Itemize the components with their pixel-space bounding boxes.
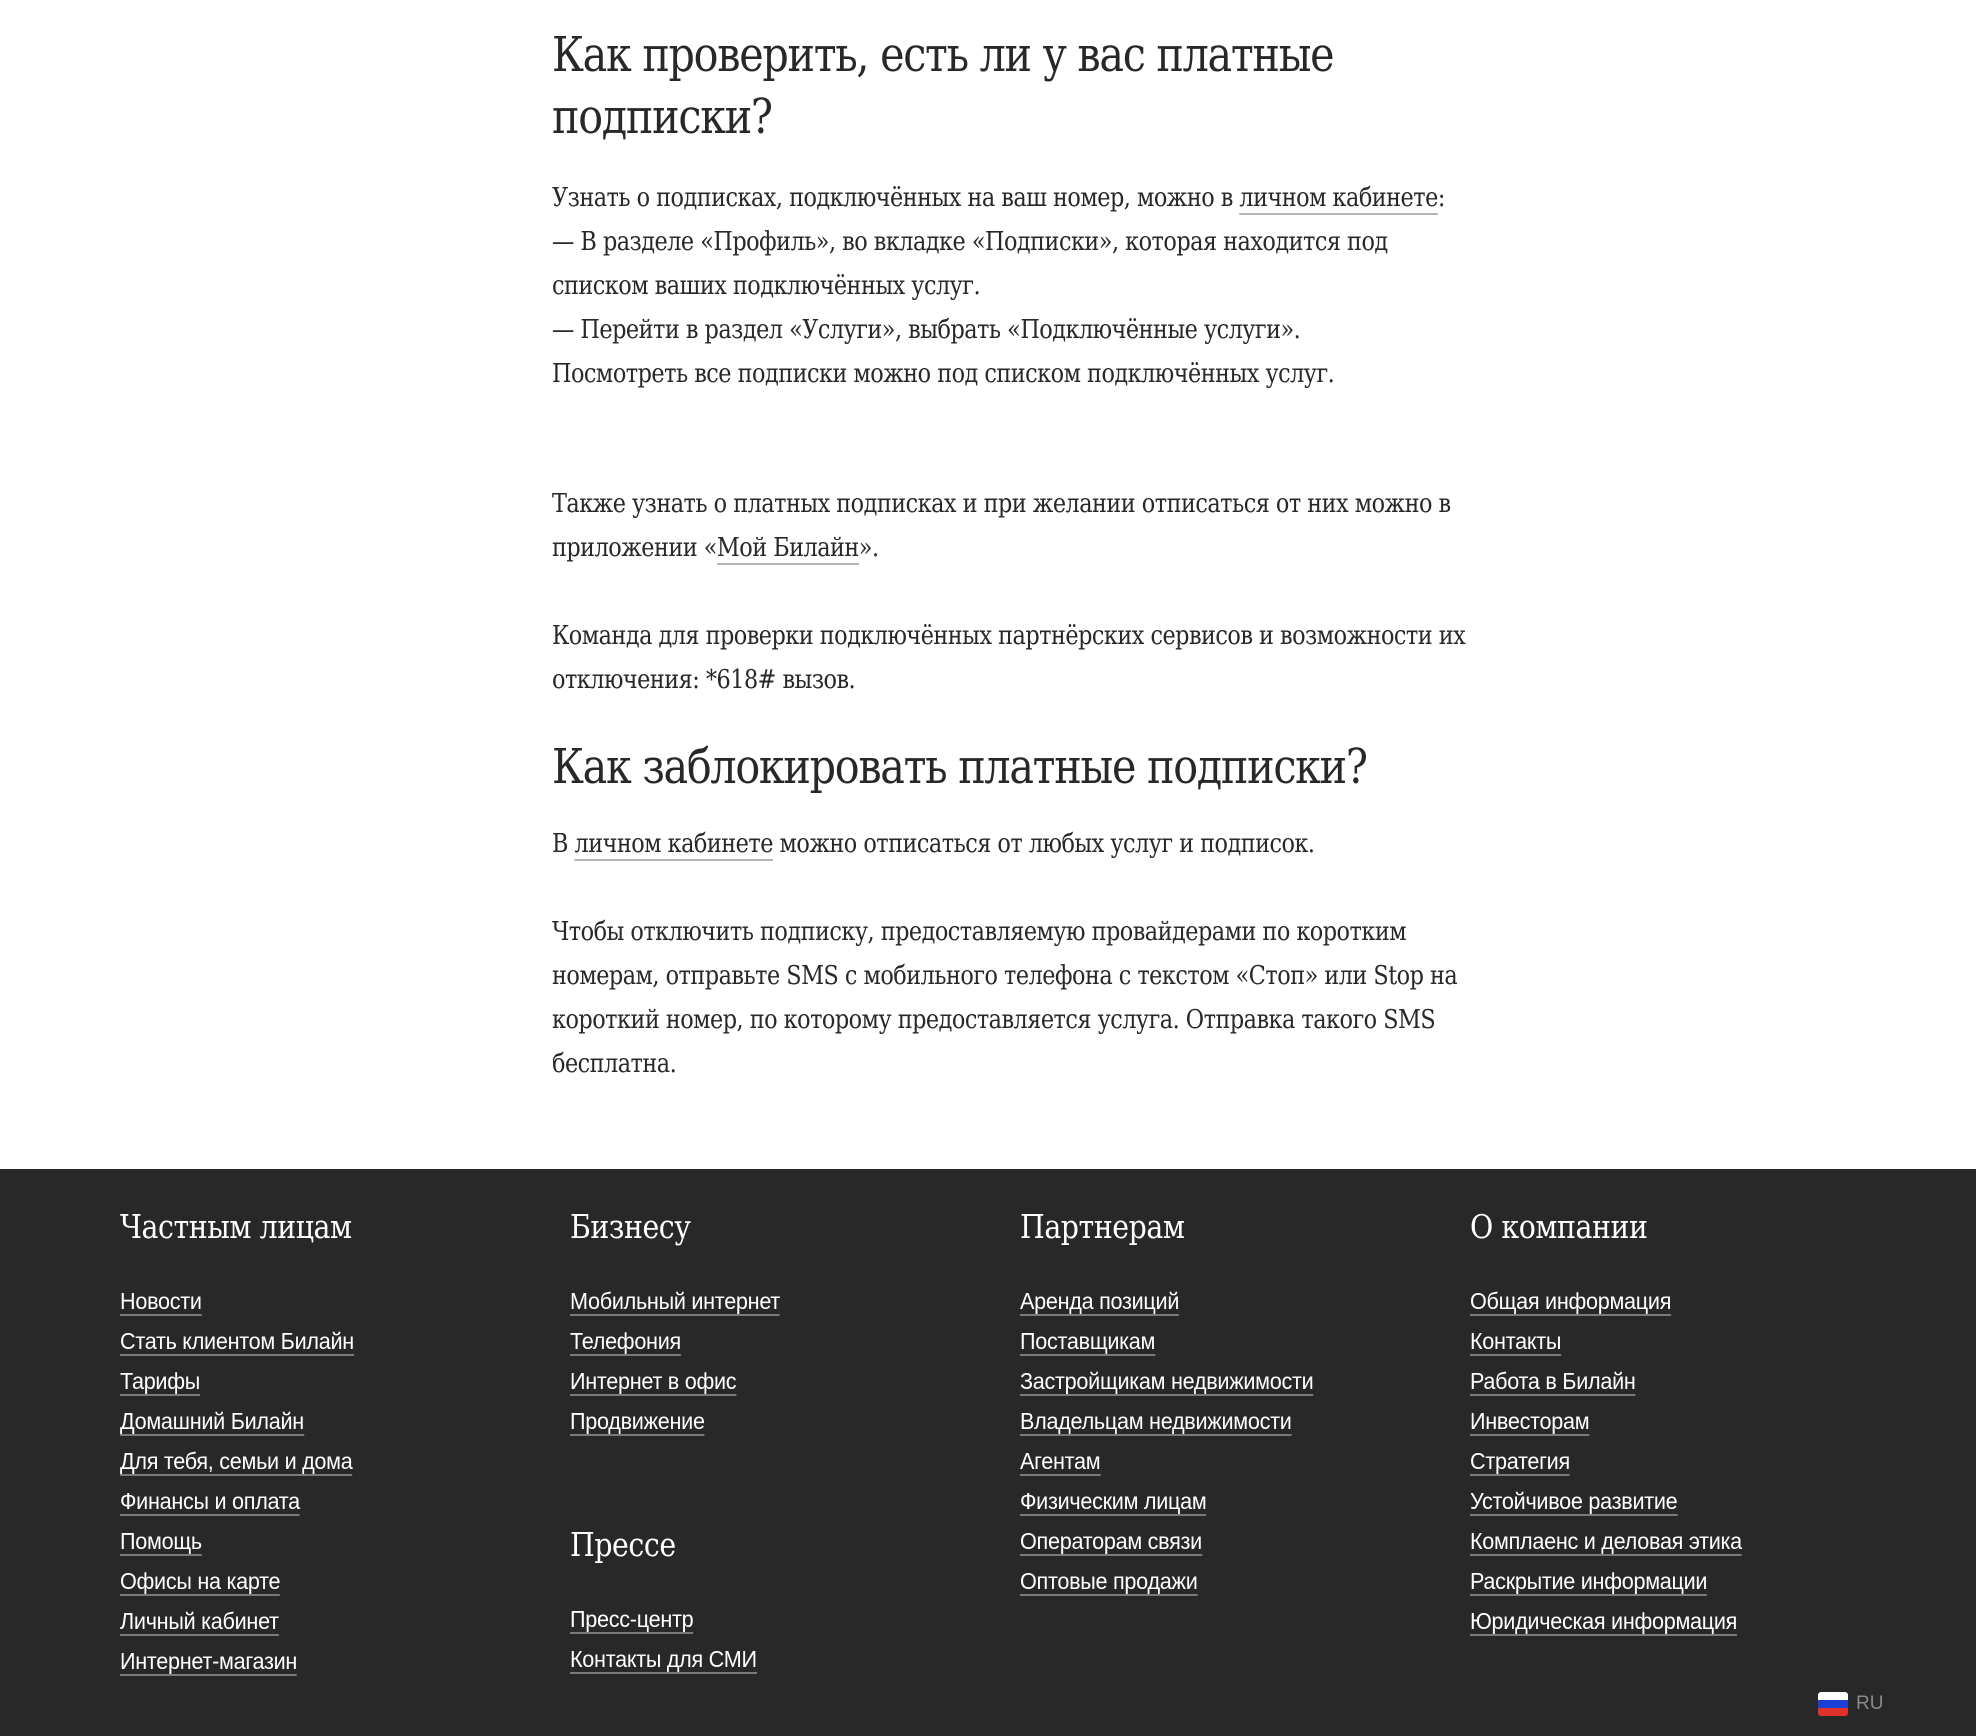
footer-link-press-center[interactable]: Пресс-центр	[570, 1606, 694, 1632]
footer-link-position-rent[interactable]: Аренда позиций	[1020, 1288, 1180, 1314]
footer-column-title: Частным лицам	[120, 1207, 352, 1246]
footer-link-wholesale[interactable]: Оптовые продажи	[1020, 1568, 1198, 1594]
footer-column-title: Бизнесу	[570, 1207, 691, 1246]
text: — В разделе «Профиль», во вкладке «Подписки», которая находится под списком ваших подключённых услуг.	[552, 227, 1388, 301]
paragraph-app	[552, 482, 1470, 570]
text: В	[552, 829, 575, 859]
footer-link-property-owners[interactable]: Владельцам недвижимости	[1020, 1408, 1292, 1434]
heading-check-subscriptions: Как проверить, есть ли у вас платные подписки?	[552, 27, 1334, 145]
footer-link-list	[570, 1288, 793, 1448]
footer-link-list	[1020, 1288, 1332, 1608]
footer-link-sustainability[interactable]: Устойчивое развитие	[1470, 1488, 1678, 1514]
personal-account-link-2[interactable]: личном кабинете	[574, 829, 773, 859]
text: Также узнать о платных подписках и при желании отписаться от них можно в приложении «	[552, 489, 1451, 563]
footer-link-compliance[interactable]: Комплаенс и деловая этика	[1470, 1528, 1742, 1554]
footer-link-disclosure[interactable]: Раскрытие информации	[1470, 1568, 1708, 1594]
text: Посмотреть все подписки можно под списком подключённых услуг.	[552, 359, 1335, 389]
footer-column-title-press: Прессе	[570, 1525, 676, 1564]
paragraph-ussd-command: Команда для проверки подключённых партнёрских сервисов и возможности их отключения: *618# вызов.	[552, 621, 1466, 695]
footer-link-strategy[interactable]: Стратегия	[1470, 1448, 1570, 1474]
footer-link-contacts[interactable]: Контакты	[1470, 1328, 1562, 1354]
footer-link-home-beeline[interactable]: Домашний Билайн	[120, 1408, 304, 1434]
footer-link-offices-map[interactable]: Офисы на карте	[120, 1568, 281, 1594]
text: — Перейти в раздел «Услуги», выбрать «Подключённые услуги».	[552, 315, 1301, 345]
text: :	[1437, 183, 1445, 213]
text: можно отписаться от любых услуг и подписок.	[772, 829, 1315, 859]
footer-link-office-internet[interactable]: Интернет в офис	[570, 1368, 737, 1394]
footer-link-news[interactable]: Новости	[120, 1288, 202, 1314]
footer-link-mobile-internet[interactable]: Мобильный интернет	[570, 1288, 780, 1314]
my-beeline-app-link[interactable]: Мой Билайн	[716, 533, 859, 563]
personal-account-link[interactable]: личном кабинете	[1239, 183, 1438, 213]
heading-block-subscriptions: Как заблокировать платные подписки?	[552, 739, 1367, 795]
footer-link-agents[interactable]: Агентам	[1020, 1448, 1101, 1474]
footer-link-promotion[interactable]: Продвижение	[570, 1408, 705, 1434]
footer-column-title: Партнерам	[1020, 1207, 1185, 1246]
text: Узнать о подписках, подключённых на ваш номер, можно в	[552, 183, 1240, 213]
paragraph-check-account	[552, 176, 1470, 396]
footer-link-family[interactable]: Для тебя, семьи и дома	[120, 1448, 353, 1474]
footer-link-online-store[interactable]: Интернет-магазин	[120, 1648, 298, 1674]
footer-link-help[interactable]: Помощь	[120, 1528, 202, 1554]
footer-link-legal[interactable]: Юридическая информация	[1470, 1608, 1738, 1634]
footer-link-tariffs[interactable]: Тарифы	[120, 1368, 201, 1394]
footer-link-investors[interactable]: Инвесторам	[1470, 1408, 1590, 1434]
footer-link-media-contacts[interactable]: Контакты для СМИ	[570, 1646, 757, 1672]
footer-link-operators[interactable]: Операторам связи	[1020, 1528, 1202, 1554]
footer-link-list	[120, 1288, 369, 1688]
paragraph-sms-stop: Чтобы отключить подписку, предоставляемую провайдерами по коротким номерам, отправьте SMS с мобильного телефона с текстом «Стоп» или Stop на короткий номер, по которому предоставляется услуга. Отправка такого SMS бесплатна.	[552, 917, 1458, 1079]
footer-column-title: О компании	[1470, 1207, 1648, 1246]
footer-link-suppliers[interactable]: Поставщикам	[1020, 1328, 1156, 1354]
language-switcher[interactable]	[1818, 1692, 1883, 1716]
footer-link-list	[1470, 1288, 1759, 1648]
footer-link-personal-account[interactable]: Личный кабинет	[120, 1608, 279, 1634]
footer-link-become-client[interactable]: Стать клиентом Билайн	[120, 1328, 354, 1354]
footer-link-list-press	[570, 1606, 769, 1686]
language-label: RU	[1856, 1693, 1884, 1714]
site-footer	[0, 1169, 1976, 1736]
text: ».	[858, 533, 879, 563]
footer-link-general-info[interactable]: Общая информация	[1470, 1288, 1672, 1314]
russia-flag-icon	[1818, 1692, 1848, 1716]
footer-link-individuals[interactable]: Физическим лицам	[1020, 1488, 1207, 1514]
paragraph-unsubscribe	[552, 822, 1470, 866]
footer-link-telephony[interactable]: Телефония	[570, 1328, 681, 1354]
footer-link-finance[interactable]: Финансы и оплата	[120, 1488, 300, 1514]
footer-link-careers[interactable]: Работа в Билайн	[1470, 1368, 1636, 1394]
footer-link-developers[interactable]: Застройщикам недвижимости	[1020, 1368, 1314, 1394]
